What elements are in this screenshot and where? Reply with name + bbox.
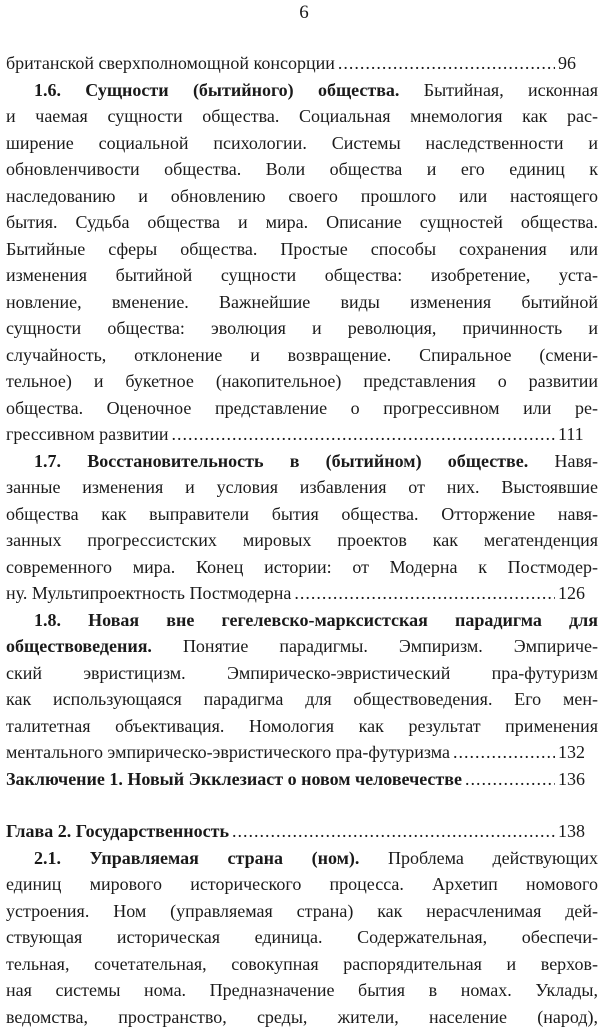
toc-text: ну. Мультипроектность Постмодерна: [6, 583, 291, 603]
toc-text-line: [6, 660, 598, 687]
toc-text-line: [6, 1004, 598, 1030]
toc-entry-title: [6, 50, 335, 77]
toc-text-line: [6, 871, 598, 898]
table-of-contents: [6, 50, 598, 1030]
toc-text-line: [6, 448, 598, 475]
toc-text: Навя-: [528, 451, 598, 471]
toc-text: британской сверхполномощной консорции: [6, 53, 335, 73]
toc-text: ведомства, пространство, среды, жители, население (народ),: [6, 1007, 598, 1027]
toc-text: талитетная объективация. Номология как результат применения: [6, 716, 598, 736]
toc-heading: Заключение 1. Новый Экклезиаст о новом человечестве: [6, 769, 462, 789]
toc-text-line: [6, 156, 598, 183]
toc-text: ментального эмпирическо-эвристического пра-футуризма: [6, 742, 450, 762]
toc-text: ширение социальной психологии. Системы наследственности и: [6, 133, 598, 153]
dot-leader: [338, 50, 555, 77]
toc-text: бытия. Судьба общества и мира. Описание сущностей общества.: [6, 212, 598, 232]
toc-text-line: [6, 77, 598, 104]
toc-entry-line: [6, 421, 598, 448]
toc-text-line: [6, 898, 598, 925]
toc-text-line: [6, 686, 598, 713]
toc-heading: 1.6. Сущности (бытийного) общества.: [34, 80, 399, 100]
toc-text-line: [6, 315, 598, 342]
toc-heading: 2.1. Управляемая страна (ном).: [34, 848, 359, 868]
toc-text: единиц мирового исторического процесса. Архетип номового: [6, 874, 598, 894]
toc-entry-title: [6, 818, 229, 845]
toc-text-line: [6, 236, 598, 263]
toc-entry-line: [6, 766, 598, 793]
toc-text-line: [6, 474, 598, 501]
toc-text-line: [6, 951, 598, 978]
dot-leader: [465, 766, 555, 793]
toc-entry-line: [6, 739, 598, 766]
toc-text: ский эвристицизм. Эмпирическо-эвристический пра-футуризм: [6, 663, 598, 683]
toc-text-line: [6, 924, 598, 951]
toc-text-line: [6, 633, 598, 660]
toc-text-line: [6, 977, 598, 1004]
toc-text: наследованию и обновлению своего прошлого или настоящего: [6, 186, 598, 206]
toc-text-line: [6, 713, 598, 740]
toc-text: тельная, сочетательная, совокупная распорядительная и верхов-: [6, 954, 598, 974]
dot-leader: [232, 818, 555, 845]
toc-entry-line: [6, 50, 598, 77]
toc-text: Бытийная, исконная: [399, 80, 598, 100]
toc-text: Проблема действующих: [359, 848, 598, 868]
toc-text-line: [6, 289, 598, 316]
toc-page-number[interactable]: 96: [558, 50, 598, 77]
toc-entry-line: [6, 580, 598, 607]
toc-text: грессивном развитии: [6, 424, 168, 444]
dot-leader: [453, 739, 555, 766]
toc-text: новление, вменение. Важнейшие виды изменения бытийной: [6, 292, 598, 312]
toc-page-number[interactable]: 138: [558, 818, 598, 845]
toc-page-number[interactable]: 132: [558, 739, 598, 766]
toc-heading: 1.8. Новая вне гегелевско-марксистская парадигма для: [34, 610, 598, 630]
toc-text-line: [6, 395, 598, 422]
toc-text-line: [6, 262, 598, 289]
toc-text: как использующаяся парадигма для обществоведения. Его мен-: [6, 689, 598, 709]
dot-leader: [171, 421, 555, 448]
toc-entry-title: [6, 421, 168, 448]
dot-leader: [294, 580, 555, 607]
toc-text-line: [6, 554, 598, 581]
toc-heading: 1.7. Восстановительность в (бытийном) обществе.: [34, 451, 528, 471]
toc-text-line: [6, 845, 598, 872]
toc-text: общества как выправители бытия общества. Отторжение навя-: [6, 504, 598, 524]
toc-text-line: [6, 607, 598, 634]
toc-entry-line: [6, 818, 598, 845]
toc-text: занных прогрессистских мировых проектов как мегатенденция: [6, 530, 598, 550]
toc-entry-title: [6, 739, 450, 766]
toc-text: устроения. Ном (управляемая страна) как нерасчленимая дей-: [6, 901, 598, 921]
toc-page-number[interactable]: 126: [558, 580, 598, 607]
toc-text: современного мира. Конец истории: от Модерна к Постмодер-: [6, 557, 598, 577]
toc-page-number[interactable]: 136: [558, 766, 598, 793]
toc-text: обновленчивости общества. Воли общества и его единиц к: [6, 159, 598, 179]
toc-text-line: [6, 501, 598, 528]
toc-text: ствующая историческая единица. Содержательная, обеспечи-: [6, 927, 598, 947]
toc-heading: Глава 2. Государственность: [6, 821, 229, 841]
toc-text-line: [6, 183, 598, 210]
toc-text: сущности общества: эволюция и революция, причинность и: [6, 318, 598, 338]
toc-page-number[interactable]: 111: [558, 421, 598, 448]
toc-text: случайность, отклонение и возвращение. Спиральное (смени-: [6, 345, 598, 365]
toc-entry-title: [6, 580, 291, 607]
page-number: 6: [0, 2, 608, 24]
toc-entry-title: [6, 766, 462, 793]
toc-text: изменения бытийной сущности общества: изобретение, уста-: [6, 265, 598, 285]
toc-text-line: [6, 130, 598, 157]
toc-text: и чаемая сущности общества. Социальная мнемология как рас-: [6, 106, 598, 126]
toc-text-line: [6, 103, 598, 130]
toc-text-line: [6, 209, 598, 236]
toc-text-line: [6, 368, 598, 395]
toc-text-line: [6, 527, 598, 554]
toc-text: Бытийные сферы общества. Простые способы сохранения или: [6, 239, 598, 259]
toc-text: тельное) и букетное (накопительное) представления о развитии: [6, 371, 598, 391]
toc-text: ная системы нома. Предназначение бытия в номах. Уклады,: [6, 980, 598, 1000]
toc-text: занные изменения и условия избавления от них. Выстоявшие: [6, 477, 598, 497]
toc-heading: обществоведения.: [6, 636, 152, 656]
toc-text: общества. Оценочное представление о прогрессивном или ре-: [6, 398, 598, 418]
toc-text-line: [6, 342, 598, 369]
toc-text: Понятие парадигмы. Эмпиризм. Эмпириче-: [152, 636, 598, 656]
